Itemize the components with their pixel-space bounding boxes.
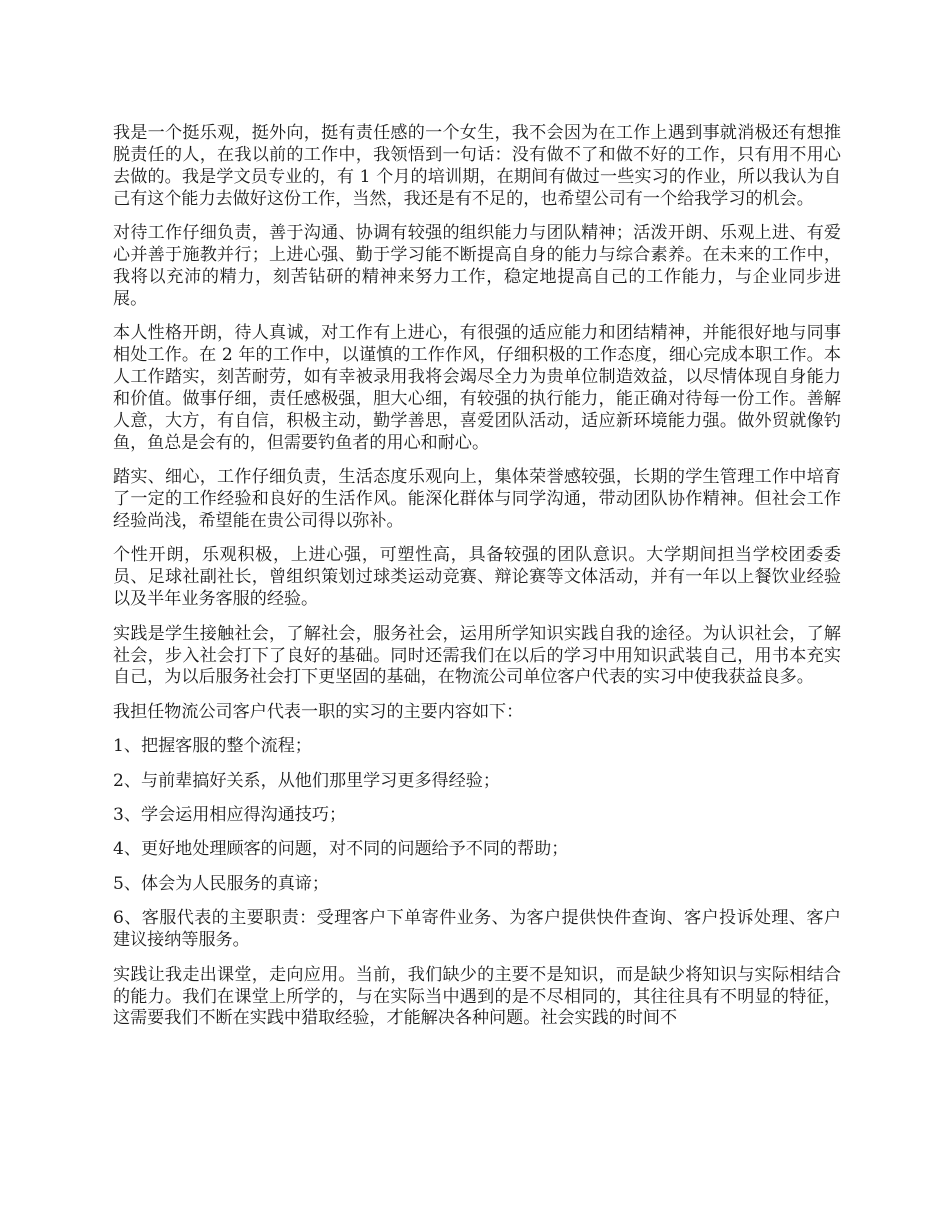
list-item-5: 5、体会为人民服务的真谛；: [113, 873, 329, 894]
list-item-6: 6、客服代表的主要职责：受理客户下单寄件业务、为客户提供快件查询、客户投诉处理、客户建议接纳等服务。: [113, 908, 841, 951]
list-item-3: 3、学会运用相应得沟通技巧；: [113, 805, 347, 826]
paragraph-self-introduction: 我是一个挺乐观，挺外向，挺有责任感的一个女生，我不会因为在工作上遇到事就消极还有想推脱责任的人，在我以前的工作中，我领悟到一句话：没有做不了和做不好的工作，只有用不用心去做的。我是学文员专业的，有 1 个月的培训期，在期间有做过一些实习的作业，所以我认为自己有这个能力去做好这份工作，当然，我还是有不足的，也希望公司有一个给我学习的机会。: [113, 123, 841, 209]
paragraph-diligence: 踏实、细心，工作仔细负责，生活态度乐观向上，集体荣誉感较强，长期的学生管理工作中培育了一定的工作经验和良好的生活作风。能深化群体与同学沟通，带动团队协作精神。但社会工作经验尚浅，希望能在贵公司得以弥补。: [113, 467, 841, 531]
paragraph-practice-intro: 实践是学生接触社会，了解社会，服务社会，运用所学知识实践自我的途径。为认识社会，了解社会，步入社会打下了良好的基础。同时还需我们在以后的学习中用知识武装自己，用书本充实自己，为以后服务社会打下更坚固的基础，在物流公司单位客户代表的实习中使我获益良多。: [113, 623, 841, 688]
list-item-1: 1、把握客服的整个流程；: [113, 736, 312, 757]
paragraph-personality: 本人性格开朗，待人真诚，对工作有上进心，有很强的适应能力和团结精神，并能很好地与同事相处工作。在 2 年的工作中，以谨慎的工作作风，仔细积极的工作态度，细心完成本职工作。本人工作踏实，刻苦耐劳，如有幸被录用我将会竭尽全力为贵单位制造效益，以尽情体现自身能力和价值。做事仔细，责任感极强，胆大心细，有较强的执行能力，能正确对待每一份工作。善解人意，大方，有自信，积极主动，勤学善思，喜爱团队活动，适应新环境能力强。做外贸就像钓鱼，鱼总是会有的，但需要钓鱼者的用心和耐心。: [113, 323, 841, 453]
paragraph-work-attitude: 对待工作仔细负责，善于沟通、协调有较强的组织能力与团队精神；活泼开朗、乐观上进、有爱心并善于施教并行；上进心强、勤于学习能不断提高自身的能力与综合素养。在未来的工作中，我将以充沛的精力，刻苦钻研的精神来努力工作，稳定地提高自己的工作能力，与企业同步进展。: [113, 223, 841, 309]
document-body: [113, 123, 841, 1043]
list-item-2: 2、与前辈搞好关系，从他们那里学习更多得经验；: [113, 770, 500, 791]
paragraph-practice-conclusion: 实践让我走出课堂，走向应用。当前，我们缺少的主要不是知识，而是缺少将知识与实际相结合的能力。我们在课堂上所学的，与在实际当中遇到的是不尽相同的，其往往具有不明显的特征，这需要我们不断在实践中猎取经验，才能解决各种问题。社会实践的时间不: [113, 964, 841, 1029]
paragraph-internship-content-heading: 我担任物流公司客户代表一职的实习的主要内容如下：: [113, 701, 524, 722]
list-item-4: 4、更好地处理顾客的问题，对不同的问题给予不同的帮助；: [113, 839, 569, 860]
paragraph-university-experience: 个性开朗，乐观积极，上进心强，可塑性高，具备较强的团队意识。大学期间担当学校团委委员、足球社副社长，曾组织策划过球类运动竞赛、辩论赛等文体活动，并有一年以上餐饮业经验以及半年业务客服的经验。: [113, 545, 841, 610]
